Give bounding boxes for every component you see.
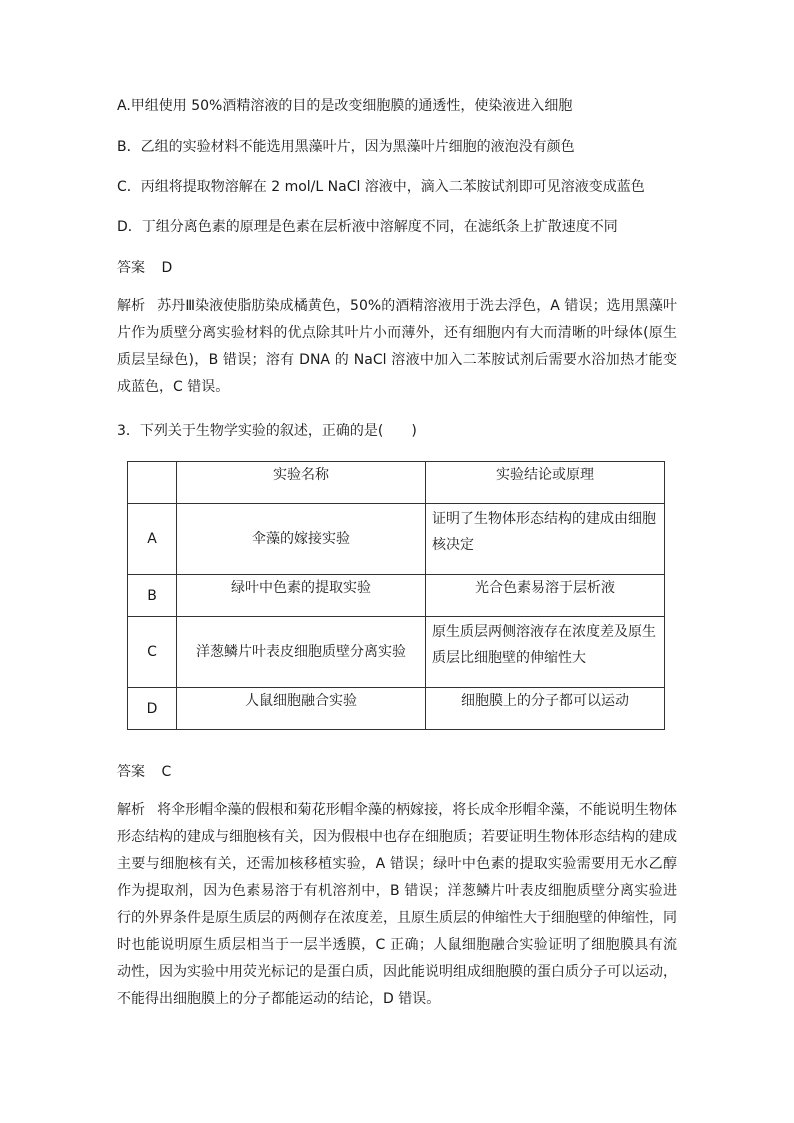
analysis-label: 解析 [117,298,146,314]
row-result: 细胞膜上的分子都可以运动 [426,688,665,730]
option-c: C．丙组将提取物溶解在 2 mol/L NaCl 溶液中，滴入二苯胺试剂即可见溶液变成蓝色 [117,179,645,195]
header-name: 实验名称 [177,462,426,504]
question-3: 3．下列关于生物学实验的叙述，正确的是( ) [117,423,417,439]
table-row [128,688,665,730]
row-result: 原生质层两侧溶液存在浓度差及原生质层比细胞壁的伸缩性大 [426,617,665,688]
table-row [128,617,665,688]
answer-block [117,258,172,278]
header-result: 实验结论或原理 [426,462,665,504]
answer-value: D [161,260,173,276]
analysis-block [117,293,677,401]
row-result: 证明了生物体形态结构的建成由细胞核决定 [426,504,665,575]
option-a: A.甲组使用 50%酒精溶液的目的是改变细胞膜的通透性，使染液进入细胞 [117,98,573,114]
table-row [128,504,665,575]
row-letter: C [128,617,177,688]
row-letter: B [128,575,177,617]
row-name: 洋葱鳞片叶表皮细胞质壁分离实验 [177,617,426,688]
answer-block [117,762,171,782]
header-letter [128,462,177,504]
option-b: B．乙组的实验材料不能选用黑藻叶片，因为黑藻叶片细胞的液泡没有颜色 [117,139,575,155]
analysis-text: 将伞形帽伞藻的假根和菊花形帽伞藻的柄嫁接，将长成伞形帽伞藻，不能说明生物体形态结构的建成与细胞核有关，因为假根中也存在细胞质；若要证明生物体形态结构的建成主要与细胞核有关，还需加核移植实验，A 错误；绿叶中色素的提取实验需要用无水乙醇作为提取剂，因为色素易溶于有机溶剂中，B 错误；洋葱鳞片叶表皮细胞质壁分离实验进行的外界条件是原生质层的两侧存在浓度差，且原生质层的伸缩性大于细胞壁的伸缩性，同时也能说明原生质层相当于一层半透膜，C 正确；人鼠细胞融合实验证明了细胞膜具有流动性，因为实验中用荧光标记的是蛋白质，因此能说明组成细胞膜的蛋白质分子可以运动，不能得出细胞膜上的分子都能运动的结论，D 错误。 [117,802,678,1007]
answer-label: 答案 [117,764,145,780]
answer-label: 答案 [117,260,145,276]
row-name: 人鼠细胞融合实验 [177,688,426,730]
row-letter: D [128,688,177,730]
answer-value: C [161,764,172,780]
row-name: 伞藻的嫁接实验 [177,504,426,575]
row-letter: A [128,504,177,575]
analysis-label: 解析 [117,802,146,818]
row-result: 光合色素易溶于层析液 [426,575,665,617]
table-header-row [128,462,665,504]
row-name: 绿叶中色素的提取实验 [177,575,426,617]
table-row [128,575,665,617]
analysis-text: 苏丹Ⅲ染液使脂肪染成橘黄色，50%的酒精溶液用于洗去浮色，A 错误；选用黑藻叶片作为质壁分离实验材料的优点除其叶片小而薄外，还有细胞内有大而清晰的叶绿体(原生质层呈绿色)，B 错误；溶有 DNA 的 NaCl 溶液中加入二苯胺试剂后需要水浴加热才能变成蓝色，C 错误。 [117,298,678,395]
option-d: D．丁组分离色素的原理是色素在层析液中溶解度不同，在滤纸条上扩散速度不同 [117,219,618,235]
analysis-block [117,797,677,1013]
experiment-table [127,461,665,730]
